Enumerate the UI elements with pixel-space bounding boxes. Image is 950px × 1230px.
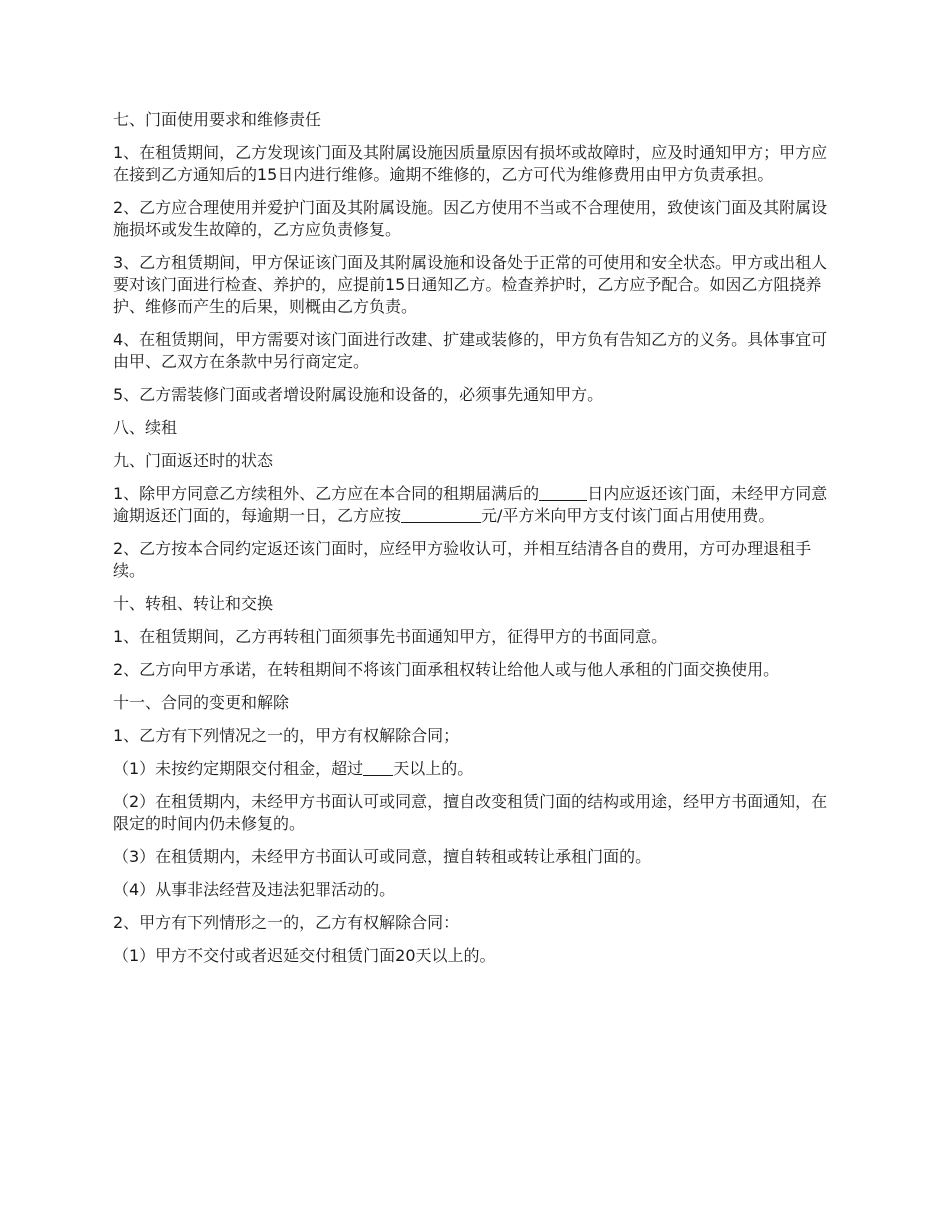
- clause-11-1-item-3: （3）在租赁期内，未经甲方书面认可或同意，擅自转租或转让承租门面的。: [113, 847, 652, 866]
- clause-10-1: 1、在租赁期间，乙方再转租门面须事先书面通知甲方，征得甲方的书面同意。: [113, 627, 668, 646]
- clause-7-2: 2、乙方应合理使用并爱护门面及其附属设施。因乙方使用不当或不合理使用，致使该门面及其附属设施损坏或发生故障的，乙方应负责修复。: [113, 198, 828, 239]
- blank-overdue-days: [363, 759, 393, 776]
- section-heading-7: 七、门面使用要求和维修责任: [113, 110, 322, 129]
- clause-7-1: 1、在租赁期间，乙方发现该门面及其附属设施因质量原因有损坏或故障时，应及时通知甲方；甲方应在接到乙方通知后的15日内进行维修。逾期不维修的，乙方可代为维修费用由甲方负责承担。: [113, 143, 828, 184]
- clause-11-1-item-2: （2）在租赁期内，未经甲方书面认可或同意，擅自改变租赁门面的结构或用途，经甲方书面通知，在限定的时间内仍未修复的。: [113, 792, 828, 833]
- document-body: [113, 109, 841, 978]
- clause-9-1: [113, 483, 841, 527]
- section-heading-8: 八、续租: [113, 418, 178, 437]
- section-heading-11: 十一、合同的变更和解除: [113, 693, 290, 712]
- clause-11-2: 2、甲方有下列情形之一的，乙方有权解除合同：: [113, 913, 460, 932]
- clause-11-1-item-4: （4）从事非法经营及违法犯罪活动的。: [113, 880, 396, 899]
- blank-fee-per-sqm: [401, 506, 481, 523]
- clause-9-2: 2、乙方按本合同约定返还该门面时，应经甲方验收认可，并相互结清各自的费用，方可办理退租手续。: [113, 539, 812, 580]
- clause-11-2-item-1: （1）甲方不交付或者迟延交付租赁门面20天以上的。: [113, 946, 496, 965]
- clause-7-5: 5、乙方需装修门面或者增设附属设施和设备的，必须事先通知甲方。: [113, 385, 604, 404]
- clause-11-1-item-1: [113, 758, 841, 780]
- section-heading-10: 十、转租、转让和交换: [113, 594, 274, 613]
- clause-9-1-text-a: 1、除甲方同意乙方续租外、乙方应在本合同的租期届满后的: [113, 484, 540, 503]
- clause-7-3: 3、乙方租赁期间，甲方保证该门面及其附属设施和设备处于正常的可使用和安全状态。甲方或出租人要对该门面进行检查、养护的，应提前15日通知乙方。检查养护时，乙方应予配合。如因乙方阻挠养护、维修而产生的后果，则概由乙方负责。: [113, 253, 828, 316]
- clause-11-1-item-1-text-b: 天以上的。: [393, 759, 474, 778]
- clause-11-1-item-1-text-a: （1）未按约定期限交付租金，超过: [113, 759, 364, 778]
- clause-9-1-text-b: 日内应返还该门面，未经甲方同意逾期返还门面的，每逾期一日，乙方应按: [113, 484, 828, 525]
- clause-11-1: 1、乙方有下列情况之一的，甲方有权解除合同；: [113, 726, 460, 745]
- section-heading-9: 九、门面返还时的状态: [113, 451, 274, 470]
- clause-7-4: 4、在租赁期间，甲方需要对该门面进行改建、扩建或装修的，甲方负有告知乙方的义务。具体事宜可由甲、乙双方在条款中另行商定定。: [113, 330, 828, 371]
- clause-10-2: 2、乙方向甲方承诺，在转租期间不将该门面承租权转让给他人或与他人承租的门面交换使用。: [113, 660, 780, 679]
- clause-9-1-text-c: 元/平方米向甲方支付该门面占用使用费。: [481, 506, 775, 525]
- blank-return-days: [539, 484, 587, 501]
